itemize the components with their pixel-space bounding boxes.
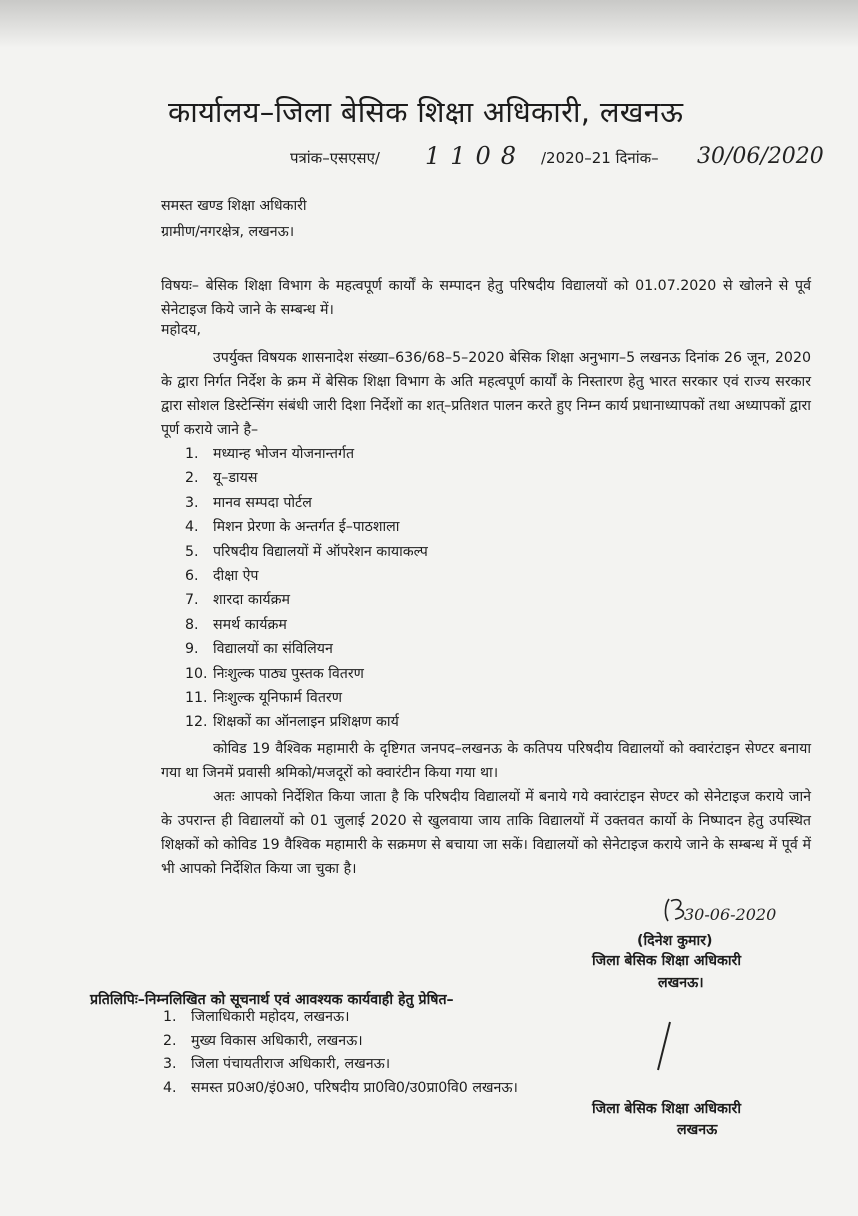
list-item: 3. मानव सम्पदा पोर्टल (185, 494, 312, 511)
list-item: 11. निःशुल्क यूनिफार्म वितरण (185, 689, 342, 706)
list-item: 4. मिशन प्रेरणा के अन्तर्गत ई–पाठशाला (185, 519, 400, 536)
addressee-line-2: ग्रामीण/नगरक्षेत्र, लखनऊ। (161, 224, 295, 240)
signatory-name: (दिनेश कुमार) (637, 933, 713, 949)
ref-prefix: पत्रांक–एसएसए/ (290, 149, 380, 167)
list-item: 3. जिला पंचायतीराज अधिकारी, लखनऊ। (163, 1056, 391, 1072)
body-paragraph-1: उपर्युक्त विषयक शासनादेश संख्या–636/68–5–2020 बेसिक शिक्षा अनुभाग–5 लखनऊ दिनांक 26 जून, 2020 के द्वारा निर्गत निर्देश के क्रम में बेसिक शिक्षा विभाग के अति महत्वपूर्ण कार्यों के निस्तारण हेतु भारत सरकार एवं राज्य सरकार द्वारा सोशल डिस्टेन्सिंग संबंधी जारी दिशा निर्देशों का शत्–प्रतिशत पालन करते हुए निम्न कार्य प्रधानाध्यापकों तथा अध्यापकों द्वारा पूर्ण कराये जाने है– (161, 350, 811, 438)
signature-date-handwritten: 30-06-2020 (684, 905, 777, 924)
ref-suffix: /2020–21 दिनांक– (541, 149, 659, 167)
task-list (185, 442, 428, 735)
initial-stroke (652, 1020, 676, 1072)
list-item: 2. यू–डायस (185, 470, 258, 487)
copy-recipient-list (163, 1006, 518, 1100)
list-item: 12. शिक्षकों का ऑनलाइन प्रशिक्षण कार्य (185, 714, 399, 731)
subject: विषयः– बेसिक शिक्षा विभाग के महत्वपूर्ण कार्यों के सम्पादन हेतु परिषदीय विद्यालयों को 01.07.2020 से खोलने से पूर्व सेनेटाइज किये जाने के सम्बन्ध में। (161, 278, 811, 318)
scan-shadow (0, 0, 858, 48)
list-item: 10. निःशुल्क पाठ्य पुस्तक वितरण (185, 665, 364, 682)
list-item: 1. मध्यान्ह भोजन योजनान्तर्गत (185, 446, 355, 462)
list-item: 8. समर्थ कार्यक्रम (185, 616, 287, 633)
copy-heading: प्रतिलिपिः–निम्नलिखित को सूचनार्थ एवं आवश्यक कार्यवाही हेतु प्रेषित– (90, 992, 454, 1008)
office-title: कार्यालय–जिला बेसिक शिक्षा अधिकारी, लखनऊ (168, 95, 684, 129)
footer-place: लखनऊ (677, 1122, 718, 1138)
list-item: 6. दीक्षा ऐप (185, 567, 259, 584)
body-paragraph-2: कोविड 19 वैश्विक महामारी के दृष्टिगत जनपद–लखनऊ के कतिपय परिषदीय विद्यालयों को क्वारंटाइन सेण्टर बनाया गया था जिनमें प्रवासी श्रमिको/मजदूरों को क्वारंटीन किया गया था। (161, 741, 811, 781)
list-item: 5. परिषदीय विद्यालयों में ऑपरेशन कायाकल्प (185, 543, 428, 560)
signatory-place: लखनऊ। (658, 975, 704, 991)
addressee-line-1: समस्त खण्ड शिक्षा अधिकारी (161, 198, 307, 214)
list-item: 2. मुख्य विकास अधिकारी, लखनऊ। (163, 1032, 363, 1049)
footer-designation: जिला बेसिक शिक्षा अधिकारी (592, 1101, 742, 1117)
salutation: महोदय, (161, 322, 201, 338)
body-paragraph-3: अतः आपको निर्देशित किया जाता है कि परिषदीय विद्यालयों में बनाये गये क्वारंटाइन सेण्टर को सेनेटाइज कराये जाने के उपरान्त ही विद्यालयों को 01 जुलाई 2020 से खुलवाया जाय ताकि विद्यालयों में उक्तवत कार्यो के निष्पादन हेतु उपस्थित शिक्षकों को कोविड 19 वैश्विक महामारी के सक्रमण से बचाया जा सकें। विद्यालयों को सेनेटाइज कराये जाने के सम्बन्ध में पूर्व में भी आपको निर्देशित किया जा चुका है। (161, 789, 811, 877)
list-item: 9. विद्यालयों का संविलियन (185, 641, 333, 658)
list-item: 4. समस्त प्र0अ0/इं0अ0, परिषदीय प्रा0वि0/उ0प्रा0वि0 लखनऊ। (163, 1079, 518, 1096)
list-item: 7. शारदा कार्यक्रम (185, 592, 291, 609)
ref-number-handwritten: 1108 (425, 142, 527, 170)
date-handwritten: 30/06/2020 (697, 144, 824, 169)
signatory-designation: जिला बेसिक शिक्षा अधिकारी (592, 953, 742, 969)
list-item: 1. जिलाधिकारी महोदय, लखनऊ। (163, 1009, 350, 1025)
